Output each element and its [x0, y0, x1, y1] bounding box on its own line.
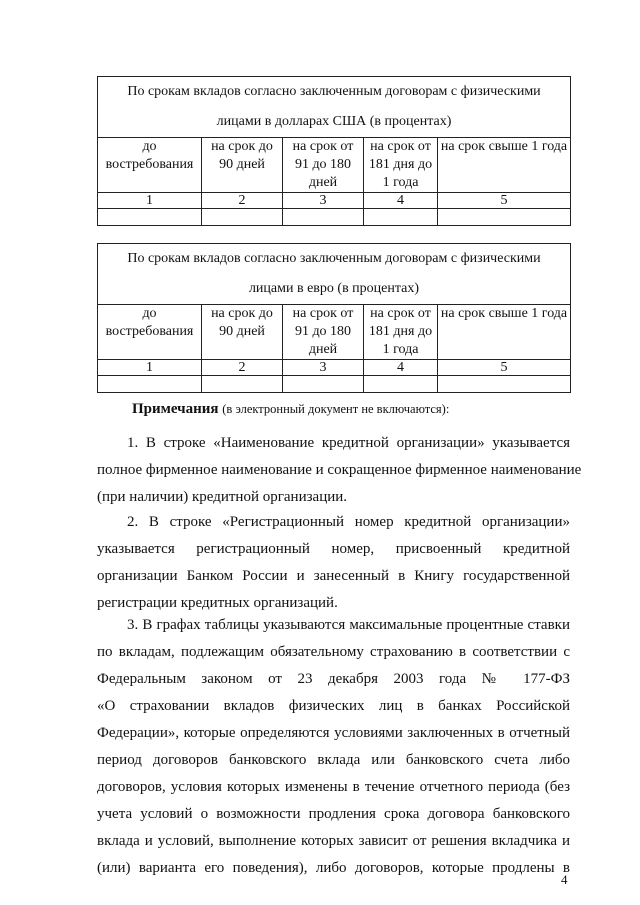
column-number: 5	[438, 193, 571, 209]
column-header-up-to-90-days: на срок до 90 дней	[202, 138, 283, 193]
column-header-91-to-180-days: на срок от 91 до 180 дней	[283, 305, 364, 360]
column-header-on-demand: до востребования	[98, 138, 202, 193]
empty-cell	[202, 376, 283, 393]
text-line: Федерации», которые определяются условиями заключенных в отчетный	[97, 725, 570, 741]
column-number: 3	[283, 193, 364, 209]
empty-cell	[438, 376, 571, 393]
column-number: 5	[438, 360, 571, 376]
text-line: указывается регистрационный номер, присвоенный кредитной	[97, 541, 570, 557]
column-number: 1	[98, 193, 202, 209]
note-paragraph-3	[97, 612, 570, 882]
column-number: 2	[202, 193, 283, 209]
text-line: договоров, условия которых изменены в течение отчетного периода (без	[97, 779, 570, 795]
column-number: 3	[283, 360, 364, 376]
table-title: По срокам вкладов согласно заключенным договорам с физическими лицами в долларах США (в процентах)	[98, 77, 571, 138]
column-header-181-days-to-1-year: на срок от 181 дня до 1 года	[364, 305, 438, 360]
text-line: 1. В строке «Наименование кредитной организации» указывается	[127, 435, 570, 451]
empty-cell	[364, 376, 438, 393]
column-header-up-to-90-days: на срок до 90 дней	[202, 305, 283, 360]
notes-title: Примечания	[132, 401, 219, 417]
text-line: 3. В графах таблицы указываются максимальные процентные ставки	[127, 617, 570, 633]
column-number: 1	[98, 360, 202, 376]
empty-cell	[98, 209, 202, 226]
column-number: 2	[202, 360, 283, 376]
page-number: 4	[561, 872, 568, 887]
text-line: полное фирменное наименование и сокращенное фирменное наименование	[97, 462, 582, 478]
notes-subtitle: (в электронный документ не включаются):	[222, 402, 450, 416]
text-line: (при наличии) кредитной организации.	[97, 489, 348, 505]
column-number: 4	[364, 360, 438, 376]
rates-table-usd	[97, 76, 571, 226]
notes-heading	[132, 401, 449, 418]
text-line: период договоров банковского вклада или банковского счета либо	[97, 752, 570, 768]
text-line: учета условий о возможности продления срока договора банковского	[97, 806, 570, 822]
column-header-over-1-year: на срок свыше 1 года	[438, 138, 571, 193]
empty-cell	[364, 209, 438, 226]
text-line: «О страховании вкладов физических лиц в банках Российской	[97, 698, 570, 714]
rates-table-eur	[97, 243, 571, 393]
text-line: Федеральным законом от 23 декабря 2003 года № 177-ФЗ	[97, 671, 570, 687]
column-header-on-demand: до востребования	[98, 305, 202, 360]
column-header-over-1-year: на срок свыше 1 года	[438, 305, 571, 360]
text-line: 2. В строке «Регистрационный номер кредитной организации»	[127, 514, 570, 530]
text-line: вклада и условий, выполнение которых зависит от решения вкладчика и	[97, 833, 570, 849]
empty-cell	[202, 209, 283, 226]
text-line: организации Банком России и занесенный в Книгу государственной	[97, 568, 570, 584]
empty-cell	[283, 209, 364, 226]
empty-cell	[98, 376, 202, 393]
table-title: По срокам вкладов согласно заключенным договорам с физическими лицами в евро (в процентах)	[98, 244, 571, 305]
note-paragraph-1	[97, 430, 582, 511]
empty-cell	[438, 209, 571, 226]
empty-cell	[283, 376, 364, 393]
column-number: 4	[364, 193, 438, 209]
text-line: по вкладам, подлежащим обязательному страхованию в соответствии с	[97, 644, 570, 660]
text-line: (или) варианта его поведения), либо договоров, которые продлены в	[97, 860, 570, 876]
column-header-181-days-to-1-year: на срок от 181 дня до 1 года	[364, 138, 438, 193]
note-paragraph-2	[97, 509, 570, 617]
text-line: регистрации кредитных организаций.	[97, 595, 338, 611]
column-header-91-to-180-days: на срок от 91 до 180 дней	[283, 138, 364, 193]
